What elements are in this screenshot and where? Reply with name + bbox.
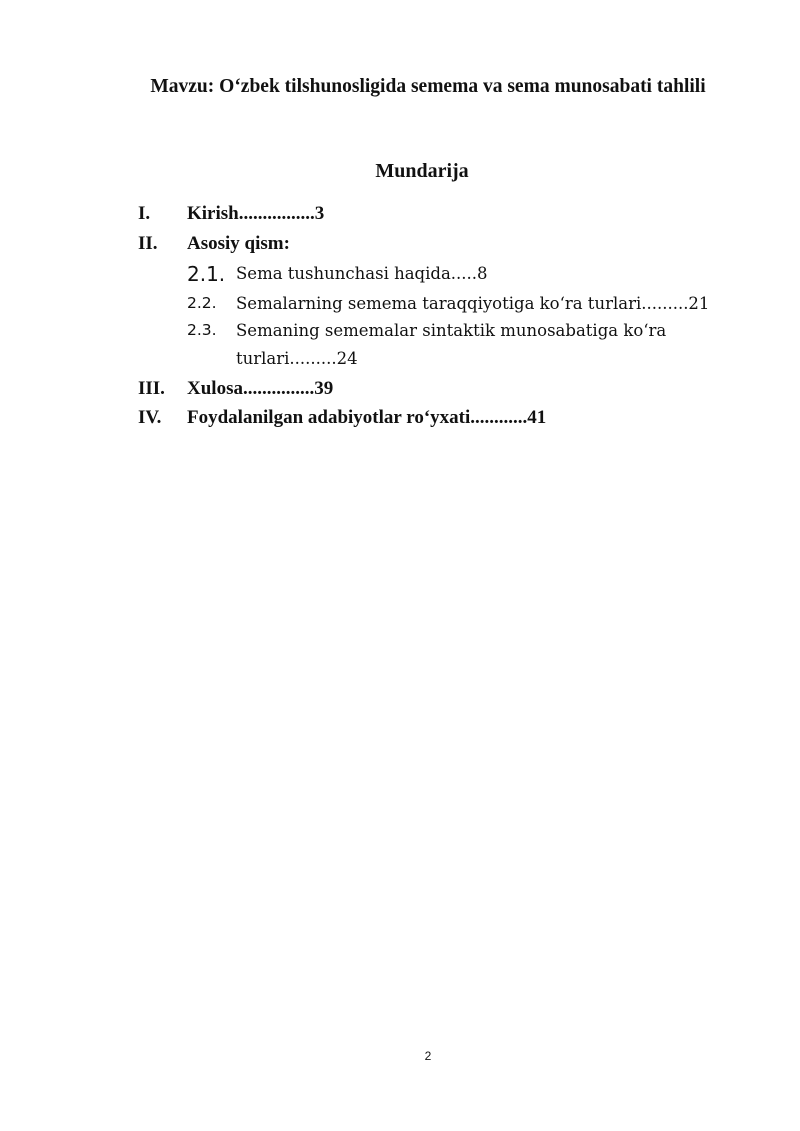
toc-entry-number: I. [138, 203, 151, 224]
toc-entry-text: turlari.........24 [236, 349, 358, 368]
toc-entry-text: Semaning sememalar sintaktik munosabatiga ko‘ra [236, 321, 667, 340]
toc-entry-text: Sema tushunchasi haqida.....8 [236, 264, 488, 283]
toc-entry-number: 2.3. [187, 321, 217, 339]
toc-entry-number: 2.2. [187, 294, 217, 312]
toc-entry-text: Kirish................3 [187, 203, 325, 224]
toc-entry-number: 2.1. [187, 262, 226, 286]
toc-heading: Mundarija [375, 160, 469, 182]
page-number: 2 [424, 1049, 432, 1063]
toc-entry-text: Asosiy qism: [187, 233, 290, 254]
toc-entry-number: III. [138, 378, 165, 399]
document-topic: Mavzu: O‘zbek tilshunosligida semema va sema munosabati tahlili [150, 76, 706, 97]
toc-entry-text: Xulosa...............39 [187, 378, 334, 399]
toc-entry-number: II. [138, 233, 158, 254]
toc-entry-number: IV. [138, 407, 162, 428]
toc-entry-text: Semalarning semema taraqqiyotiga ko‘ra turlari.........21 [236, 294, 710, 313]
toc-entry-text: Foydalanilgan adabiyotlar ro‘yxati............41 [187, 407, 547, 428]
